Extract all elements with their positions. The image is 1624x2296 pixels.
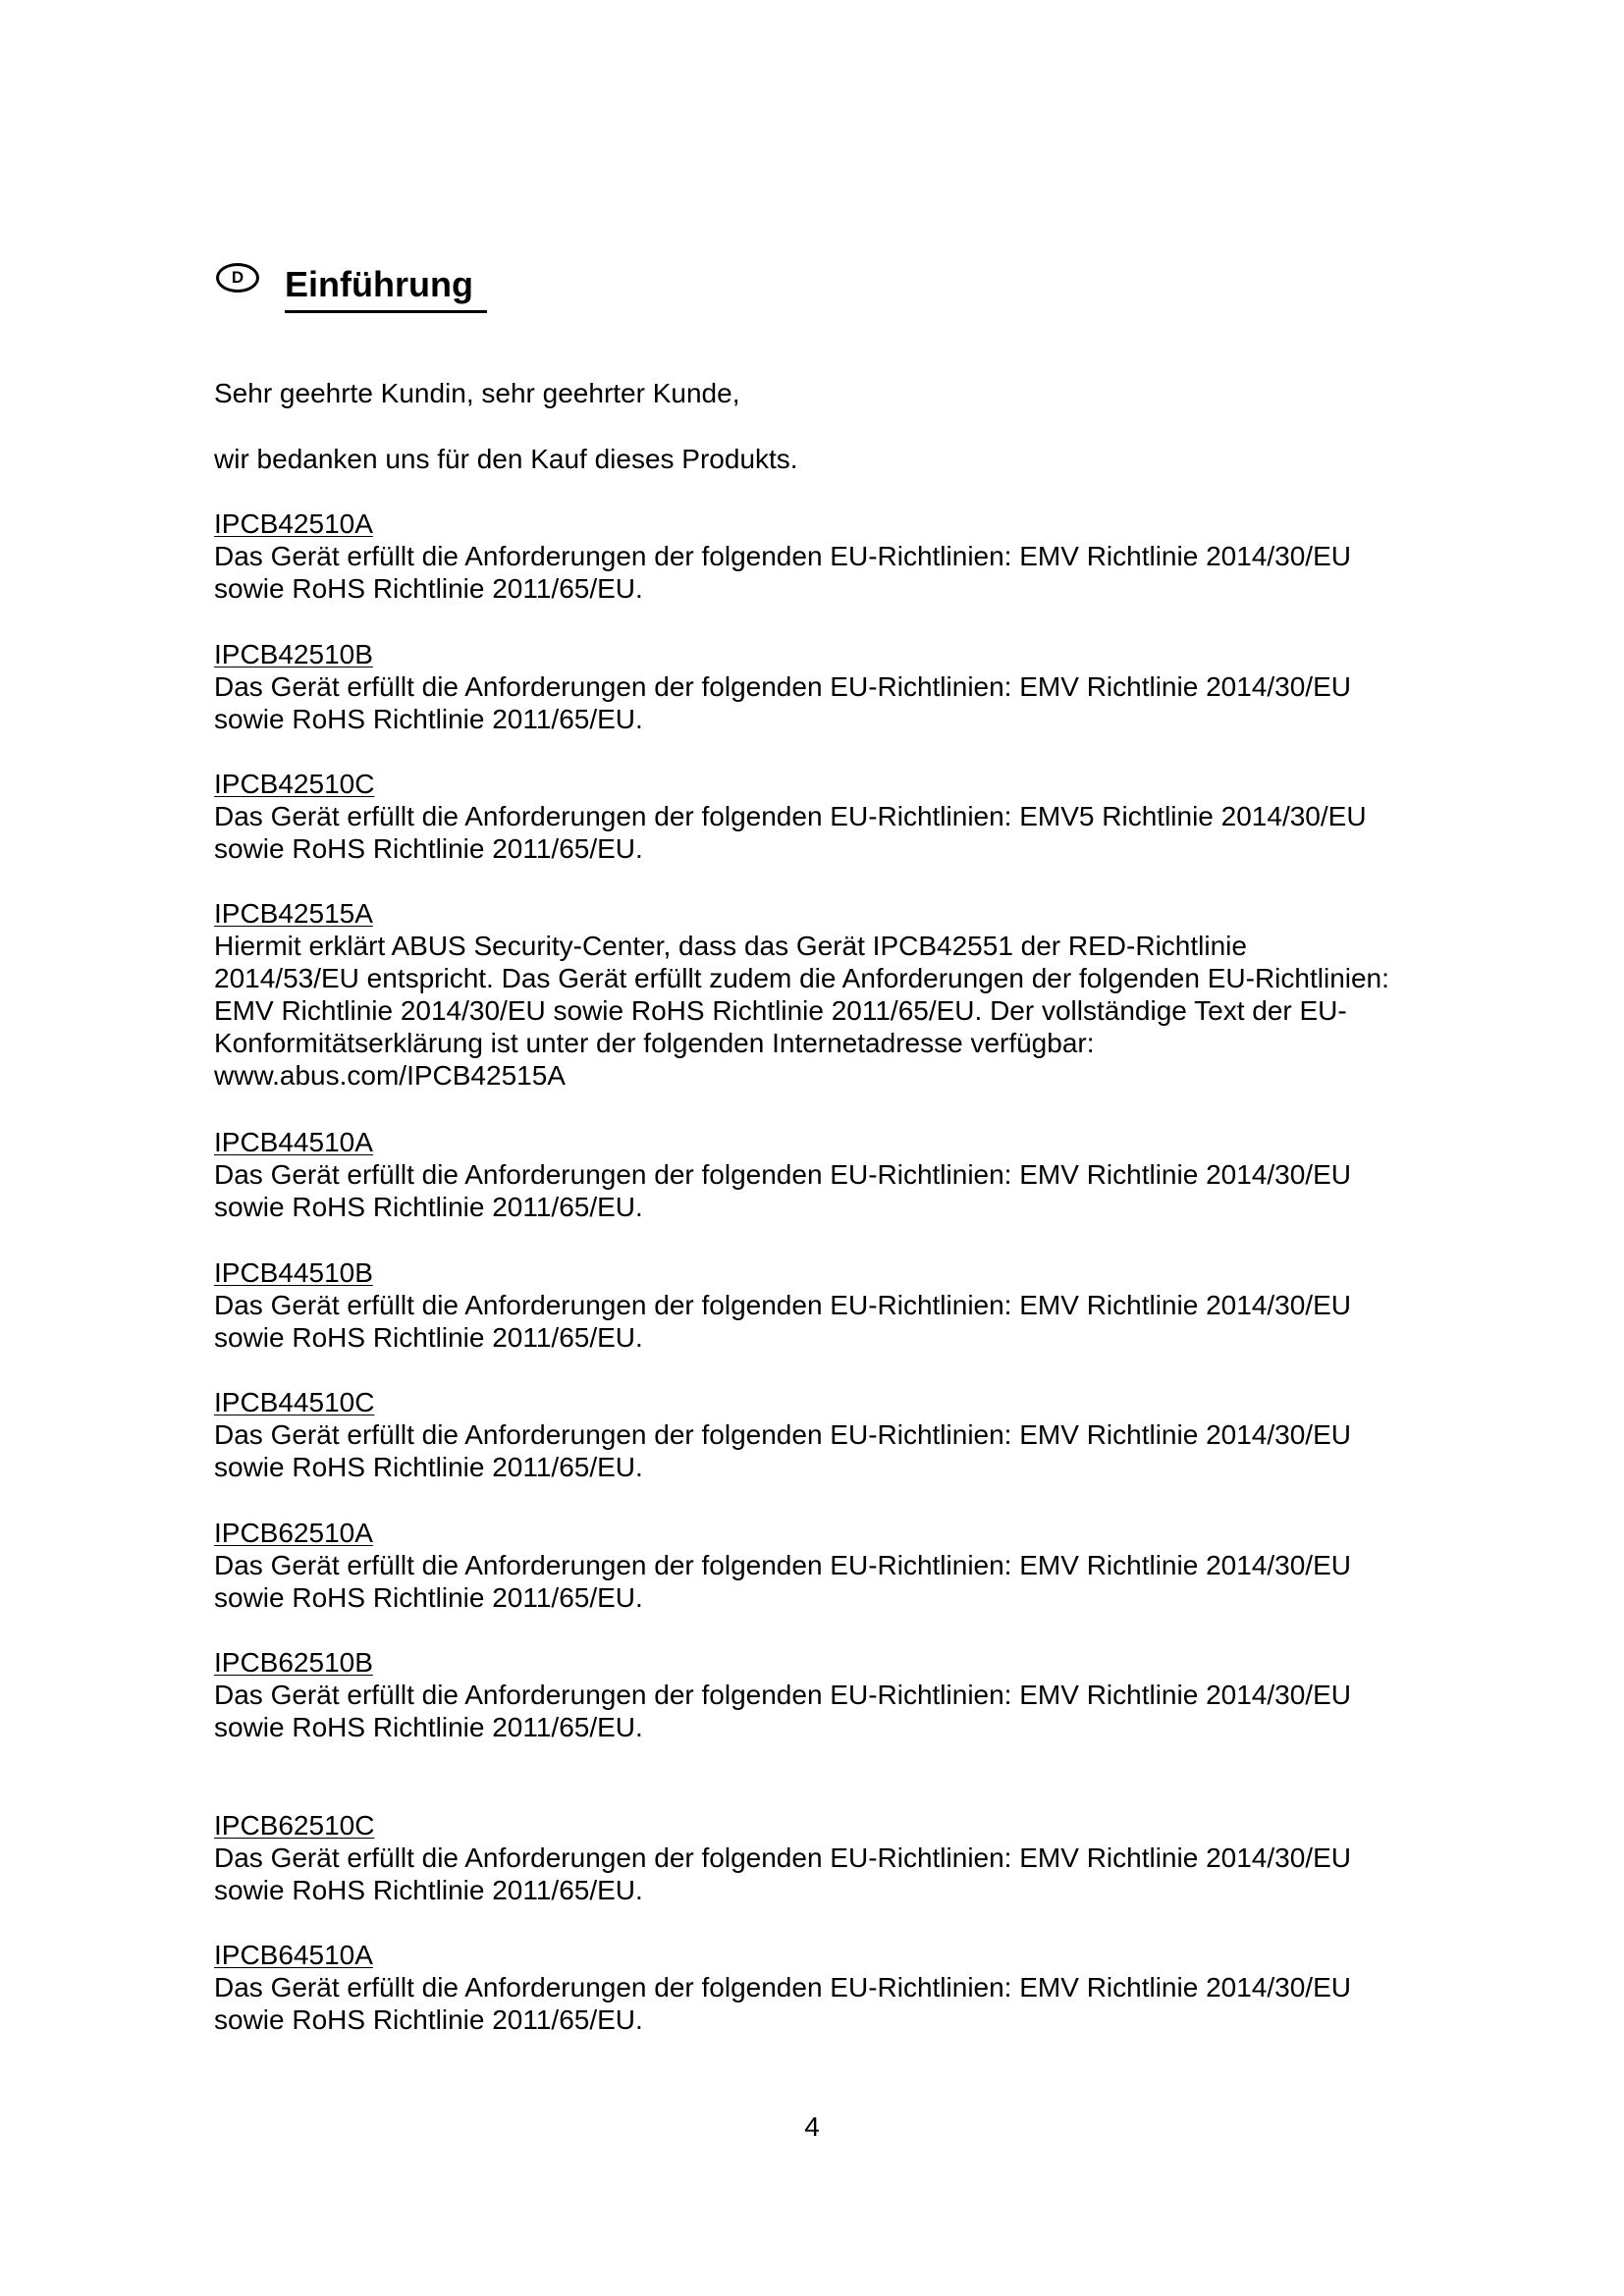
declaration-section [214, 1646, 1441, 1743]
declaration-line: Das Gerät erfüllt die Anforderungen der folgenden EU-Richtlinien: EMV Richtlinie 2014/30/EU [214, 1419, 1351, 1450]
declaration-line: Das Gerät erfüllt die Anforderungen der folgenden EU-Richtlinien: EMV Richtlinie 2014/30/EU [214, 1290, 1351, 1320]
declaration-line: Das Gerät erfüllt die Anforderungen der folgenden EU-Richtlinien: EMV Richtlinie 2014/30/EU [214, 1550, 1351, 1580]
model-number: IPCB64510A [214, 1940, 373, 1970]
declaration-url: www.abus.com/IPCB42515A [214, 1060, 566, 1091]
declaration-line: Das Gerät erfüllt die Anforderungen der folgenden EU-Richtlinien: EMV Richtlinie 2014/30/EU [214, 1159, 1351, 1190]
declaration-line: Das Gerät erfüllt die Anforderungen der folgenden EU-Richtlinien: EMV Richtlinie 2014/30/EU [214, 1972, 1351, 2002]
declaration-line: sowie RoHS Richtlinie 2011/65/EU. [214, 1192, 643, 1222]
model-number: IPCB62510A [214, 1518, 373, 1548]
declaration-line: 2014/53/EU entspricht. Das Gerät erfüllt zudem die Anforderungen der folgenden EU-Richtlinien: [214, 963, 1389, 993]
model-number: IPCB42515A [214, 898, 373, 929]
model-number: IPCB44510C [214, 1387, 375, 1417]
model-number: IPCB62510C [214, 1810, 375, 1841]
declaration-section [214, 1126, 1441, 1223]
model-number: IPCB42510B [214, 639, 373, 669]
model-number: IPCB62510B [214, 1647, 373, 1678]
declaration-section [214, 507, 1441, 605]
declaration-section [214, 768, 1441, 865]
model-number: IPCB42510A [214, 508, 373, 539]
model-number: IPCB44510A [214, 1127, 373, 1157]
declaration-line: sowie RoHS Richtlinie 2011/65/EU. [214, 704, 643, 734]
declaration-line: Das Gerät erfüllt die Anforderungen der folgenden EU-Richtlinien: EMV Richtlinie 2014/30/EU [214, 671, 1351, 702]
language-badge-icon: D [216, 263, 259, 293]
declaration-section [214, 1256, 1441, 1354]
thanks-line: wir bedanken uns für den Kauf dieses Produkts. [214, 444, 798, 474]
declaration-line: Das Gerät erfüllt die Anforderungen der folgenden EU-Richtlinien: EMV Richtlinie 2014/30/EU [214, 1842, 1351, 1873]
page-title [285, 259, 487, 313]
declaration-line: sowie RoHS Richtlinie 2011/65/EU. [214, 1322, 643, 1353]
declaration-line: sowie RoHS Richtlinie 2011/65/EU. [214, 1582, 643, 1613]
declaration-section [214, 897, 1441, 1092]
declaration-line: Das Gerät erfüllt die Anforderungen der folgenden EU-Richtlinien: EMV Richtlinie 2014/30/EU [214, 1680, 1351, 1710]
declaration-line: sowie RoHS Richtlinie 2011/65/EU. [214, 573, 643, 604]
declaration-line: sowie RoHS Richtlinie 2011/65/EU. [214, 2004, 643, 2035]
declaration-line: sowie RoHS Richtlinie 2011/65/EU. [214, 1452, 643, 1482]
declaration-line: sowie RoHS Richtlinie 2011/65/EU. [214, 1875, 643, 1905]
declaration-line: Das Gerät erfüllt die Anforderungen der folgenden EU-Richtlinien: EMV5 Richtlinie 2014/30/EU [214, 801, 1367, 831]
declaration-section [214, 1517, 1441, 1614]
declaration-line: sowie RoHS Richtlinie 2011/65/EU. [214, 833, 643, 864]
model-number: IPCB42510C [214, 769, 375, 799]
greeting: Sehr geehrte Kundin, sehr geehrter Kunde, [214, 378, 740, 408]
declaration-line: EMV Richtlinie 2014/30/EU sowie RoHS Richtlinie 2011/65/EU. Der vollständige Text der EU- [214, 995, 1347, 1026]
model-number: IPCB44510B [214, 1257, 373, 1288]
declaration-line: sowie RoHS Richtlinie 2011/65/EU. [214, 1712, 643, 1742]
declaration-section [214, 1809, 1441, 1906]
section-heading [212, 259, 507, 308]
declaration-line: Das Gerät erfüllt die Anforderungen der folgenden EU-Richtlinien: EMV Richtlinie 2014/30/EU [214, 541, 1351, 571]
declaration-section [214, 638, 1441, 735]
page-title-text: Einführung [285, 264, 473, 304]
declaration-line: Hiermit erklärt ABUS Security-Center, dass das Gerät IPCB42551 der RED-Richtlinie [214, 931, 1247, 961]
page-number: 4 [804, 2111, 820, 2142]
declaration-section [214, 1386, 1441, 1483]
declaration-section [214, 1939, 1441, 2036]
declaration-line: Konformitätserklärung ist unter der folgenden Internetadresse verfügbar: [214, 1028, 1095, 1058]
